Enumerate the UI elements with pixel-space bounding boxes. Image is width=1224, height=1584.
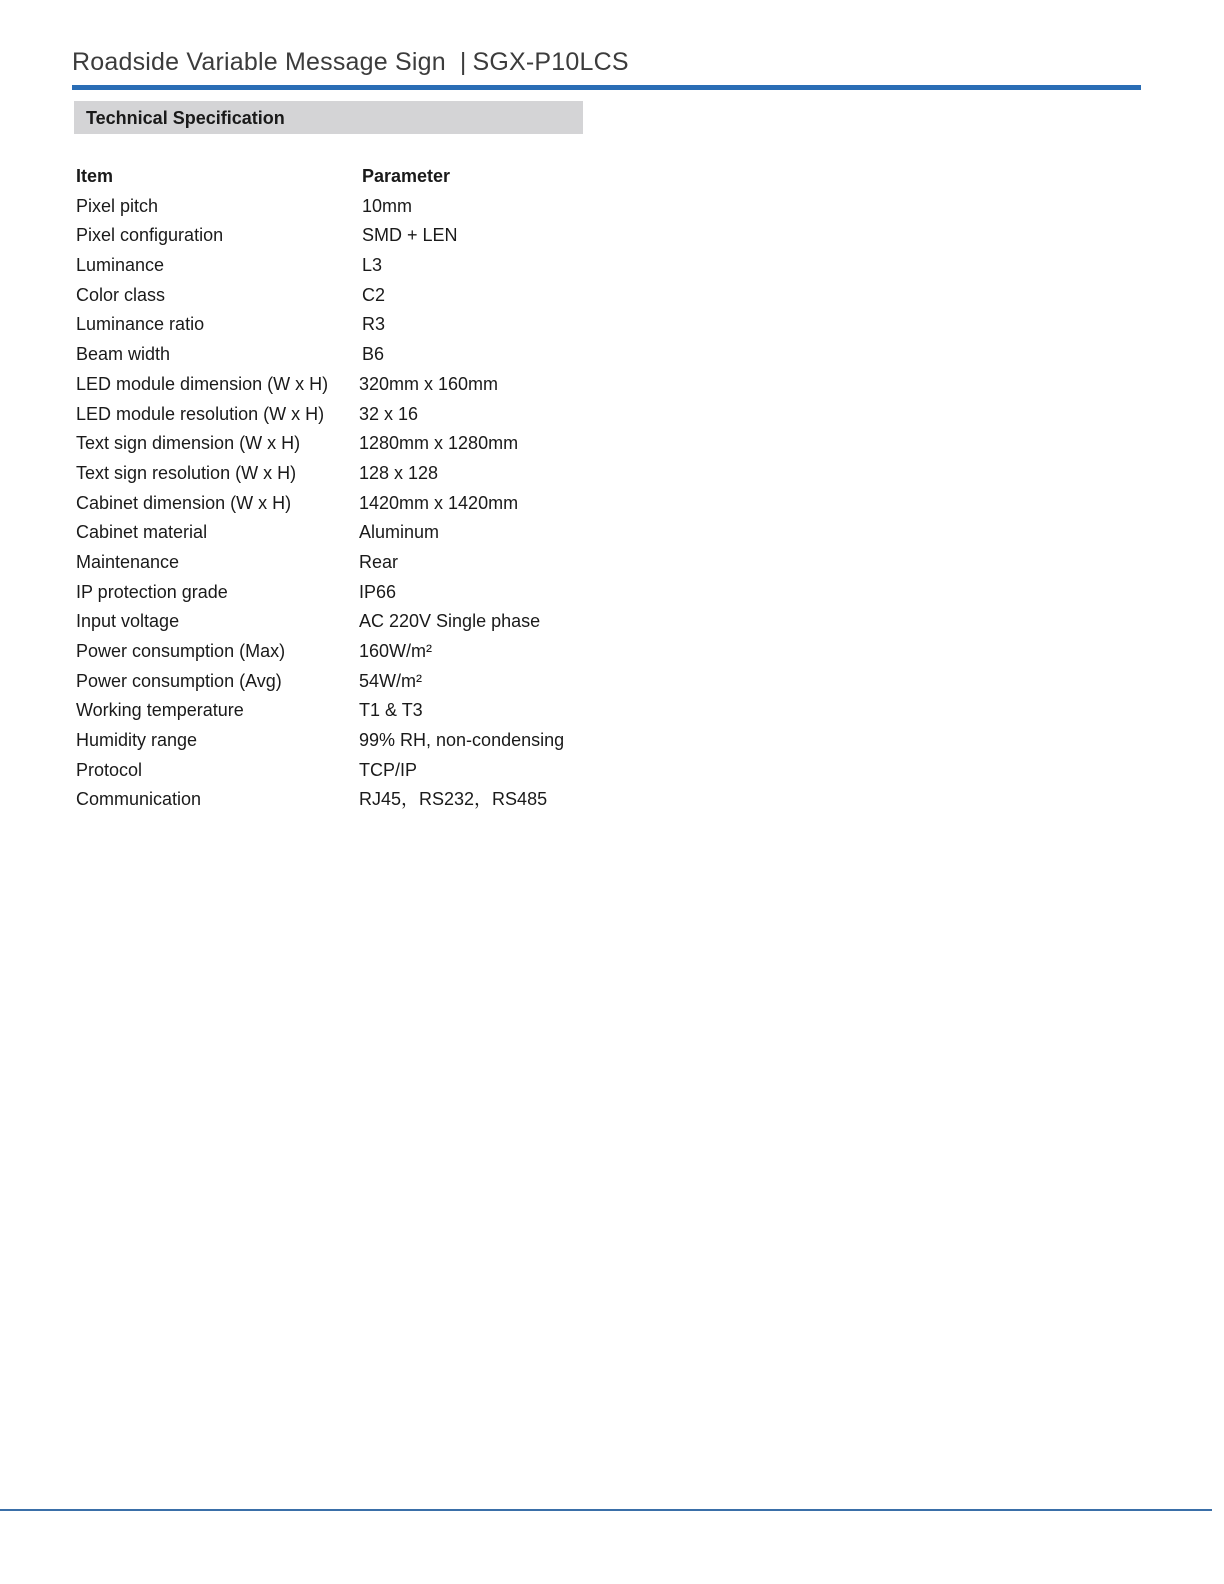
column-header-item: Item xyxy=(76,166,114,186)
spec-parameter: B6 xyxy=(362,344,385,365)
spec-parameter: T1 & T3 xyxy=(359,700,423,721)
spec-item: Text sign dimension (W x H) xyxy=(76,433,301,454)
table-row xyxy=(76,726,596,756)
spec-parameter: Rear xyxy=(359,551,399,572)
table-row xyxy=(76,578,596,608)
spec-parameter: R3 xyxy=(362,314,386,335)
table-row xyxy=(76,429,596,459)
spec-parameter: 1280mm x 1280mm xyxy=(359,433,519,454)
table-row xyxy=(76,221,596,251)
table-row xyxy=(76,310,596,340)
spec-parameter: 128 x 128 xyxy=(359,462,439,483)
table-row xyxy=(76,489,596,519)
spec-item: Protocol xyxy=(76,759,143,780)
spec-parameter: TCP/IP xyxy=(359,759,418,780)
table-row xyxy=(76,607,596,637)
table-row xyxy=(76,548,596,578)
spec-item: Power consumption (Avg) xyxy=(76,670,282,691)
spec-parameter: 32 x 16 xyxy=(359,403,419,424)
table-row xyxy=(76,756,596,786)
spec-item: Maintenance xyxy=(76,551,180,572)
spec-item: Working temperature xyxy=(76,700,244,721)
spec-parameter: 99% RH, non-condensing xyxy=(359,730,565,751)
spec-parameter: IP66 xyxy=(359,581,397,602)
spec-parameter: 10mm xyxy=(362,195,413,216)
table-row xyxy=(76,637,596,667)
spec-item: Pixel pitch xyxy=(76,195,159,216)
spec-parameter: SMD + LEN xyxy=(362,225,458,246)
spec-item: Cabinet dimension (W x H) xyxy=(76,492,292,513)
spec-item: Power consumption (Max) xyxy=(76,641,286,661)
spec-item: Text sign resolution (W x H) xyxy=(76,462,297,483)
column-header-parameter: Parameter xyxy=(362,166,451,186)
spec-parameter: L3 xyxy=(362,255,383,276)
spec-item: Pixel configuration xyxy=(76,225,224,246)
spec-parameter: 54W/m² xyxy=(359,670,422,691)
section-heading-bar xyxy=(74,101,583,134)
spec-item: Color class xyxy=(76,284,166,305)
table-row xyxy=(76,785,596,815)
table-row xyxy=(76,370,596,400)
table-row xyxy=(76,251,596,281)
spec-item: Luminance xyxy=(76,255,165,276)
table-row xyxy=(76,340,596,370)
spec-item: Beam width xyxy=(76,344,171,365)
table-row xyxy=(76,192,596,222)
table-row xyxy=(76,459,596,489)
spec-parameter: Aluminum xyxy=(359,522,440,543)
table-row xyxy=(76,518,596,548)
spec-item: Cabinet material xyxy=(76,522,208,543)
title-rule xyxy=(72,85,1141,90)
spec-table xyxy=(76,162,596,815)
spec-parameter: 320mm x 160mm xyxy=(359,373,499,394)
table-header-row xyxy=(76,162,596,192)
spec-parameter: 160W/m² xyxy=(359,641,433,661)
footer-rule xyxy=(0,1509,1212,1511)
spec-parameter: C2 xyxy=(362,284,386,305)
table-row xyxy=(76,400,596,430)
spec-item: Humidity range xyxy=(76,730,198,751)
spec-item: Communication xyxy=(76,789,202,810)
document-title-text: Roadside Variable Message Sign xyxy=(72,48,446,76)
document-title xyxy=(72,48,629,77)
spec-item: LED module resolution (W x H) xyxy=(76,403,325,424)
spec-parameter: RJ45，RS232，RS485 xyxy=(359,789,548,810)
spec-item: Input voltage xyxy=(76,611,180,632)
document-model: SGX-P10LCS xyxy=(472,48,629,76)
spec-item: Luminance ratio xyxy=(76,314,205,335)
title-separator: | xyxy=(459,48,467,76)
section-heading: Technical Specification xyxy=(86,108,285,128)
spec-item: LED module dimension (W x H) xyxy=(76,373,329,394)
table-row xyxy=(76,696,596,726)
spec-parameter: AC 220V Single phase xyxy=(359,611,541,632)
spec-item: IP protection grade xyxy=(76,581,228,602)
table-row xyxy=(76,281,596,311)
table-row xyxy=(76,667,596,697)
spec-parameter: 1420mm x 1420mm xyxy=(359,492,519,513)
